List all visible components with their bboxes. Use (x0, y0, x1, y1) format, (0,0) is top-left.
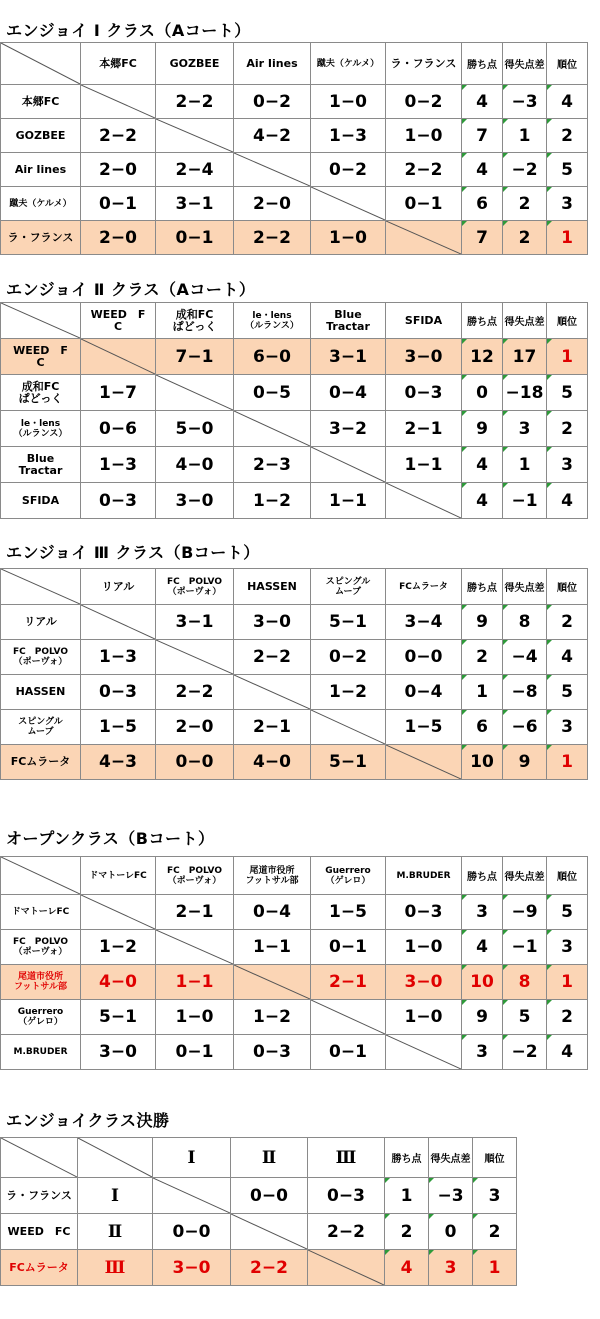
column-header: リアル (81, 569, 156, 605)
final-table (0, 1137, 517, 1286)
score-cell: 1−0 (386, 1000, 462, 1035)
goal-diff-cell: −2 (503, 1035, 547, 1070)
goal-diff-cell: 1 (503, 447, 547, 483)
self-match-cell (311, 187, 386, 221)
goal-diff-cell: 9 (503, 745, 547, 780)
self-match-cell (311, 710, 386, 745)
rank-cell: 2 (547, 605, 588, 640)
points-cell: 2 (385, 1214, 429, 1250)
score-cell: 3−0 (81, 1035, 156, 1070)
final-title: エンジョイクラス決勝 (6, 1111, 170, 1130)
team-name: 蹴夫（ケルメ） (1, 187, 81, 221)
table-row (1, 895, 588, 930)
points-cell: 0 (462, 375, 503, 411)
score-cell: 4−0 (234, 745, 311, 780)
score-cell: 1−7 (81, 375, 156, 411)
table-row (1, 930, 588, 965)
self-match-cell (156, 375, 234, 411)
goal-diff-header: 得失点差 (503, 303, 547, 339)
goal-diff-cell: 2 (503, 187, 547, 221)
points-cell: 3 (462, 895, 503, 930)
score-cell: 0−5 (234, 375, 311, 411)
team-name: Blue Tractar (1, 447, 81, 483)
goal-diff-cell: 17 (503, 339, 547, 375)
column-header: FC POLVO （ポーヴォ） (156, 857, 234, 895)
self-match-cell (156, 930, 234, 965)
corner-cell (1, 857, 81, 895)
team-name: SFIDA (1, 483, 81, 519)
points-cell: 2 (462, 640, 503, 675)
score-cell: 6−0 (234, 339, 311, 375)
column-header: ドマトーレFC (81, 857, 156, 895)
score-cell: 2−2 (308, 1214, 385, 1250)
self-match-cell (231, 1214, 308, 1250)
column-header: Ⅰ (153, 1138, 231, 1178)
rank-header: 順位 (547, 857, 588, 895)
rank-cell: 3 (547, 930, 588, 965)
goal-diff-cell: −3 (429, 1178, 473, 1214)
score-cell: 2−1 (234, 710, 311, 745)
rank-cell: 1 (547, 339, 588, 375)
rank-cell: 5 (547, 895, 588, 930)
score-cell: 2−2 (231, 1250, 308, 1286)
column-header: FC POLVO （ポーヴォ） (156, 569, 234, 605)
score-cell: 0−1 (311, 1035, 386, 1070)
score-cell: 1−3 (81, 447, 156, 483)
score-cell: 3−0 (386, 339, 462, 375)
column-header: スピングル ムーブ (311, 569, 386, 605)
rank-cell: 2 (547, 411, 588, 447)
points-cell: 10 (462, 745, 503, 780)
points-header: 勝ち点 (462, 43, 503, 85)
table-row (1, 187, 588, 221)
score-cell: 0−1 (81, 187, 156, 221)
team-name: GOZBEE (1, 119, 81, 153)
score-cell: 5−1 (311, 605, 386, 640)
points-cell: 4 (462, 930, 503, 965)
score-cell: 3−0 (153, 1250, 231, 1286)
column-header: M.BRUDER (386, 857, 462, 895)
score-cell: 7−1 (156, 339, 234, 375)
section-4-title: オープンクラス（Bコート） (6, 829, 215, 848)
table-row (1, 605, 588, 640)
section-3-title: エンジョイ Ⅲ クラス（Bコート） (6, 543, 260, 562)
points-cell: 6 (462, 710, 503, 745)
score-cell: 0−1 (156, 1035, 234, 1070)
class-label: Ⅱ (78, 1214, 153, 1250)
column-header: HASSEN (234, 569, 311, 605)
self-match-cell (156, 640, 234, 675)
table-row-highlighted (1, 339, 588, 375)
rank-cell: 1 (547, 965, 588, 1000)
rank-cell: 5 (547, 375, 588, 411)
rank-header: 順位 (547, 303, 588, 339)
score-cell: 3−1 (156, 187, 234, 221)
score-cell: 2−3 (234, 447, 311, 483)
self-match-cell (234, 411, 311, 447)
score-cell: 0−2 (311, 640, 386, 675)
section-3-table (0, 568, 588, 780)
score-cell: 0−3 (386, 375, 462, 411)
score-cell: 2−0 (81, 153, 156, 187)
rank-cell: 3 (473, 1178, 517, 1214)
team-name: FC POLVO （ポーヴォ） (1, 640, 81, 675)
self-match-cell (81, 85, 156, 119)
score-cell: 2−2 (156, 675, 234, 710)
self-match-cell (311, 447, 386, 483)
points-cell: 9 (462, 1000, 503, 1035)
score-cell: 2−2 (386, 153, 462, 187)
self-match-cell (81, 895, 156, 930)
rank-cell: 4 (547, 1035, 588, 1070)
team-name: 本郷FC (1, 85, 81, 119)
column-header: Guerrero （ゲレロ） (311, 857, 386, 895)
team-name: ドマトーレFC (1, 895, 81, 930)
table-row (1, 1214, 517, 1250)
column-header: Air Iines (234, 43, 311, 85)
score-cell: 4−0 (156, 447, 234, 483)
rank-cell: 4 (547, 640, 588, 675)
self-match-cell (234, 153, 311, 187)
table-row (1, 1178, 517, 1214)
goal-diff-cell: −1 (503, 930, 547, 965)
goal-diff-cell: 8 (503, 605, 547, 640)
column-header: SFIDA (386, 303, 462, 339)
points-header: 勝ち点 (462, 857, 503, 895)
score-cell: 0−4 (234, 895, 311, 930)
table-row (1, 375, 588, 411)
score-cell: 0−4 (386, 675, 462, 710)
score-cell: 2−2 (81, 119, 156, 153)
score-cell: 0−3 (81, 675, 156, 710)
rank-cell: 2 (473, 1214, 517, 1250)
points-cell: 1 (385, 1178, 429, 1214)
score-cell: 2−1 (386, 411, 462, 447)
column-header: GOZBEE (156, 43, 234, 85)
score-cell: 1−2 (234, 483, 311, 519)
column-header: ラ・フランス (386, 43, 462, 85)
class-column-header (78, 1138, 153, 1178)
score-cell: 1−0 (386, 930, 462, 965)
goal-diff-cell: −3 (503, 85, 547, 119)
score-cell: 1−1 (234, 930, 311, 965)
points-cell: 9 (462, 411, 503, 447)
score-cell: 0−1 (156, 221, 234, 255)
score-cell: 4−0 (81, 965, 156, 1000)
points-cell: 6 (462, 187, 503, 221)
goal-diff-cell: 8 (503, 965, 547, 1000)
self-match-cell (308, 1250, 385, 1286)
table-row-highlighted (1, 221, 588, 255)
score-cell: 0−2 (311, 153, 386, 187)
score-cell: 0−1 (386, 187, 462, 221)
points-cell: 4 (462, 85, 503, 119)
goal-diff-cell: −8 (503, 675, 547, 710)
table-row (1, 411, 588, 447)
team-name: HASSEN (1, 675, 81, 710)
column-header: Blue Tractar (311, 303, 386, 339)
table-row-highlighted (1, 745, 588, 780)
rank-cell: 1 (547, 745, 588, 780)
score-cell: 0−3 (386, 895, 462, 930)
goal-diff-cell: 0 (429, 1214, 473, 1250)
section-1-title: エンジョイ Ⅰ クラス（Aコート） (6, 21, 251, 40)
team-name: スピングル ムーブ (1, 710, 81, 745)
score-cell: 0−0 (386, 640, 462, 675)
team-name: 尾道市役所 フットサル部 (1, 965, 81, 1000)
points-header: 勝ち点 (462, 569, 503, 605)
points-cell: 3 (462, 1035, 503, 1070)
column-header: Ⅱ (231, 1138, 308, 1178)
rank-cell: 4 (547, 85, 588, 119)
rank-cell: 3 (547, 187, 588, 221)
table-row (1, 85, 588, 119)
rank-header: 順位 (547, 569, 588, 605)
score-cell: 2−0 (234, 187, 311, 221)
self-match-cell (386, 221, 462, 255)
points-cell: 7 (462, 119, 503, 153)
self-match-cell (156, 119, 234, 153)
score-cell: 1−0 (156, 1000, 234, 1035)
self-match-cell (386, 483, 462, 519)
score-cell: 5−1 (81, 1000, 156, 1035)
team-name: ラ・フランス (1, 221, 81, 255)
score-cell: 2−1 (311, 965, 386, 1000)
class-label: Ⅰ (78, 1178, 153, 1214)
score-cell: 3−2 (311, 411, 386, 447)
score-cell: 2−2 (156, 85, 234, 119)
self-match-cell (153, 1178, 231, 1214)
table-row (1, 675, 588, 710)
score-cell: 2−4 (156, 153, 234, 187)
goal-diff-cell: −6 (503, 710, 547, 745)
points-cell: 12 (462, 339, 503, 375)
corner-cell (1, 43, 81, 85)
score-cell: 3−0 (234, 605, 311, 640)
score-cell: 2−1 (156, 895, 234, 930)
points-cell: 4 (462, 447, 503, 483)
points-cell: 9 (462, 605, 503, 640)
points-cell: 4 (385, 1250, 429, 1286)
score-cell: 3−0 (156, 483, 234, 519)
self-match-cell (234, 675, 311, 710)
score-cell: 1−0 (386, 119, 462, 153)
column-header: Ⅲ (308, 1138, 385, 1178)
score-cell: 1−5 (386, 710, 462, 745)
team-name: Guerrero （ゲレロ） (1, 1000, 81, 1035)
score-cell: 4−3 (81, 745, 156, 780)
team-name: リアル (1, 605, 81, 640)
score-cell: 1−2 (234, 1000, 311, 1035)
team-name: ラ・フランス (1, 1178, 78, 1214)
rank-cell: 3 (547, 710, 588, 745)
score-cell: 2−0 (81, 221, 156, 255)
score-cell: 3−0 (386, 965, 462, 1000)
self-match-cell (311, 1000, 386, 1035)
rank-header: 順位 (473, 1138, 517, 1178)
team-name: FCムラータ (1, 1250, 78, 1286)
section-1-table (0, 42, 588, 255)
column-header: 尾道市役所 フットサル部 (234, 857, 311, 895)
points-cell: 4 (462, 153, 503, 187)
score-cell: 0−3 (234, 1035, 311, 1070)
self-match-cell (81, 339, 156, 375)
score-cell: 3−4 (386, 605, 462, 640)
goal-diff-header: 得失点差 (503, 857, 547, 895)
score-cell: 4−2 (234, 119, 311, 153)
score-cell: 0−0 (231, 1178, 308, 1214)
goal-diff-cell: −18 (503, 375, 547, 411)
goal-diff-cell: −4 (503, 640, 547, 675)
table-row (1, 483, 588, 519)
column-header: 本郷FC (81, 43, 156, 85)
table-row-highlighted (1, 965, 588, 1000)
score-cell: 2−2 (234, 640, 311, 675)
table-row (1, 119, 588, 153)
table-row (1, 640, 588, 675)
section-2-title: エンジョイ Ⅱ クラス（Aコート） (6, 280, 256, 299)
column-header: FCムラータ (386, 569, 462, 605)
team-name: M.BRUDER (1, 1035, 81, 1070)
self-match-cell (386, 1035, 462, 1070)
points-cell: 10 (462, 965, 503, 1000)
table-row (1, 1000, 588, 1035)
team-name: WEED FC (1, 1214, 78, 1250)
score-cell: 1−3 (311, 119, 386, 153)
score-cell: 1−5 (81, 710, 156, 745)
team-name: le・lens （ルランス） (1, 411, 81, 447)
rank-cell: 2 (547, 1000, 588, 1035)
score-cell: 0−0 (153, 1214, 231, 1250)
rank-cell: 5 (547, 153, 588, 187)
team-name: Air Iines (1, 153, 81, 187)
goal-diff-cell: 1 (503, 119, 547, 153)
goal-diff-header: 得失点差 (503, 43, 547, 85)
rank-cell: 1 (547, 221, 588, 255)
rank-cell: 2 (547, 119, 588, 153)
team-name: FCムラータ (1, 745, 81, 780)
goal-diff-header: 得失点差 (429, 1138, 473, 1178)
score-cell: 0−6 (81, 411, 156, 447)
table-row (1, 710, 588, 745)
score-cell: 1−3 (81, 640, 156, 675)
points-header: 勝ち点 (462, 303, 503, 339)
score-cell: 1−1 (311, 483, 386, 519)
score-cell: 0−0 (156, 745, 234, 780)
rank-cell: 1 (473, 1250, 517, 1286)
column-header: 成和FC ぱどっく (156, 303, 234, 339)
goal-diff-header: 得失点差 (503, 569, 547, 605)
column-header: le・lens （ルランス） (234, 303, 311, 339)
points-cell: 4 (462, 483, 503, 519)
column-header: 蹴夫（ケルメ） (311, 43, 386, 85)
team-name: WEED F C (1, 339, 81, 375)
score-cell: 5−1 (311, 745, 386, 780)
corner-cell (1, 1138, 78, 1178)
corner-cell (1, 303, 81, 339)
table-row (1, 1035, 588, 1070)
rank-cell: 4 (547, 483, 588, 519)
table-row (1, 153, 588, 187)
rank-cell: 5 (547, 675, 588, 710)
score-cell: 5−0 (156, 411, 234, 447)
goal-diff-cell: −9 (503, 895, 547, 930)
self-match-cell (386, 745, 462, 780)
self-match-cell (234, 965, 311, 1000)
goal-diff-cell: 3 (429, 1250, 473, 1286)
goal-diff-cell: 3 (503, 411, 547, 447)
rank-cell: 3 (547, 447, 588, 483)
score-cell: 2−0 (156, 710, 234, 745)
score-cell: 1−2 (81, 930, 156, 965)
points-cell: 7 (462, 221, 503, 255)
score-cell: 3−1 (156, 605, 234, 640)
section-4-table (0, 856, 588, 1070)
score-cell: 0−2 (234, 85, 311, 119)
score-cell: 1−2 (311, 675, 386, 710)
score-cell: 0−3 (81, 483, 156, 519)
score-cell: 1−1 (386, 447, 462, 483)
score-cell: 1−0 (311, 221, 386, 255)
score-cell: 1−1 (156, 965, 234, 1000)
goal-diff-cell: 2 (503, 221, 547, 255)
score-cell: 1−5 (311, 895, 386, 930)
points-header: 勝ち点 (385, 1138, 429, 1178)
score-cell: 0−3 (308, 1178, 385, 1214)
column-header: WEED F C (81, 303, 156, 339)
score-cell: 3−1 (311, 339, 386, 375)
self-match-cell (81, 605, 156, 640)
points-cell: 1 (462, 675, 503, 710)
score-cell: 1−0 (311, 85, 386, 119)
corner-cell (1, 569, 81, 605)
goal-diff-cell: −1 (503, 483, 547, 519)
goal-diff-cell: −2 (503, 153, 547, 187)
rank-header: 順位 (547, 43, 588, 85)
table-row (1, 447, 588, 483)
section-2-table (0, 302, 588, 519)
score-cell: 2−2 (234, 221, 311, 255)
team-name: FC POLVO （ポーヴォ） (1, 930, 81, 965)
score-cell: 0−4 (311, 375, 386, 411)
table-row-highlighted (1, 1250, 517, 1286)
team-name: 成和FC ぱどっく (1, 375, 81, 411)
score-cell: 0−1 (311, 930, 386, 965)
goal-diff-cell: 5 (503, 1000, 547, 1035)
score-cell: 0−2 (386, 85, 462, 119)
class-label: Ⅲ (78, 1250, 153, 1286)
